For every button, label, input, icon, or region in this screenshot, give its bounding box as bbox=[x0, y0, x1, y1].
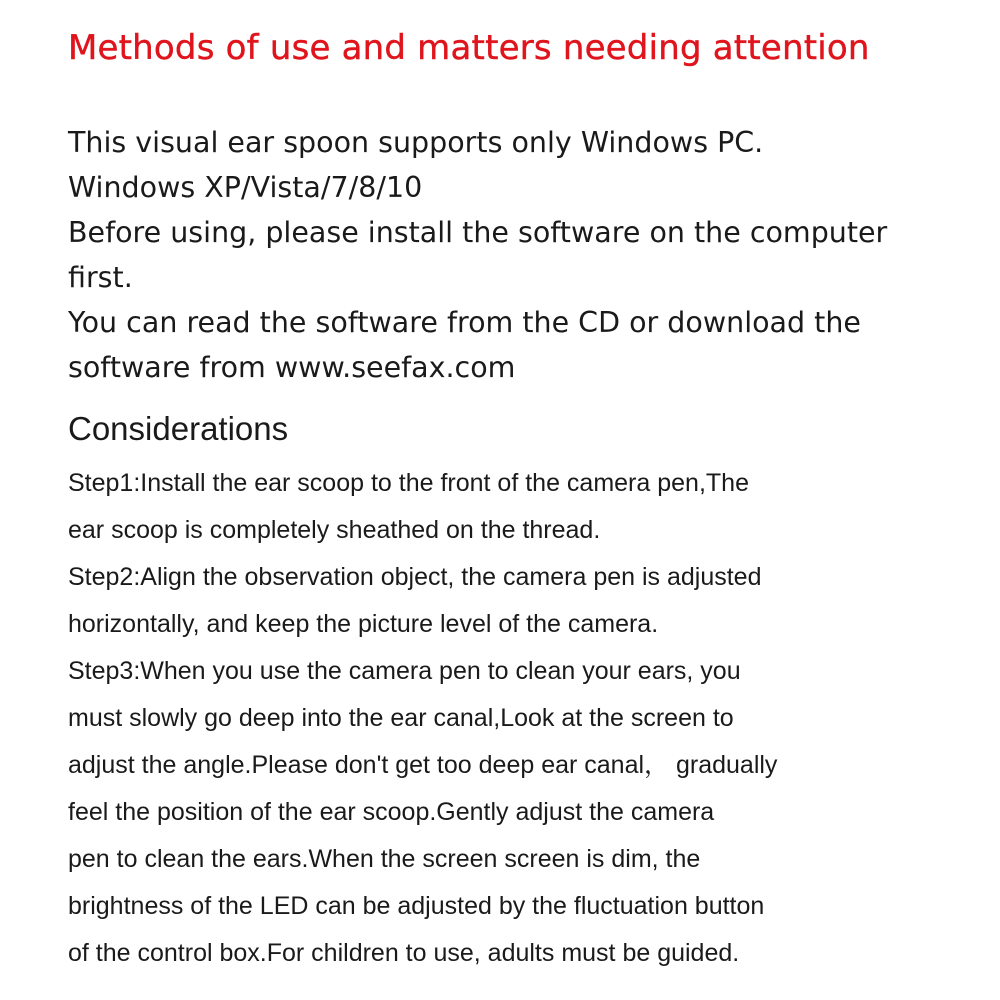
step-line: brightness of the LED can be adjusted by the fluctuation button bbox=[68, 892, 765, 920]
step-line: Step2:Align the observation object, the camera pen is adjusted bbox=[68, 563, 762, 591]
step-line: horizontally, and keep the picture level of the camera. bbox=[68, 610, 659, 638]
intro-line: Before using, please install the software on the computer bbox=[68, 216, 888, 249]
step-line: Step3:When you use the camera pen to clean your ears, you bbox=[68, 657, 741, 685]
intro-line: software from www.seefax.com bbox=[68, 351, 516, 384]
page-title: Methods of use and matters needing attention bbox=[68, 28, 870, 68]
considerations-steps bbox=[68, 460, 978, 977]
intro-line: You can read the software from the CD or download the bbox=[68, 306, 861, 339]
step-line: ear scoop is completely sheathed on the thread. bbox=[68, 516, 601, 544]
step-line: must slowly go deep into the ear canal,Look at the screen to bbox=[68, 704, 734, 732]
intro-line: Windows XP/Vista/7/8/10 bbox=[68, 171, 423, 204]
considerations-heading: Considerations bbox=[68, 410, 289, 447]
intro-paragraph bbox=[68, 120, 968, 390]
intro-line: This visual ear spoon supports only Windows PC. bbox=[68, 126, 764, 159]
step-line: of the control box.For children to use, adults must be guided. bbox=[68, 939, 740, 967]
step-line: pen to clean the ears.When the screen screen is dim, the bbox=[68, 845, 701, 873]
step-line: adjust the angle.Please don't get too deep ear canal， gradually bbox=[68, 751, 778, 779]
step-line: Step1:Install the ear scoop to the front of the camera pen,The bbox=[68, 469, 749, 497]
intro-line: first. bbox=[68, 261, 133, 294]
step-line: feel the position of the ear scoop.Gently adjust the camera bbox=[68, 798, 715, 826]
